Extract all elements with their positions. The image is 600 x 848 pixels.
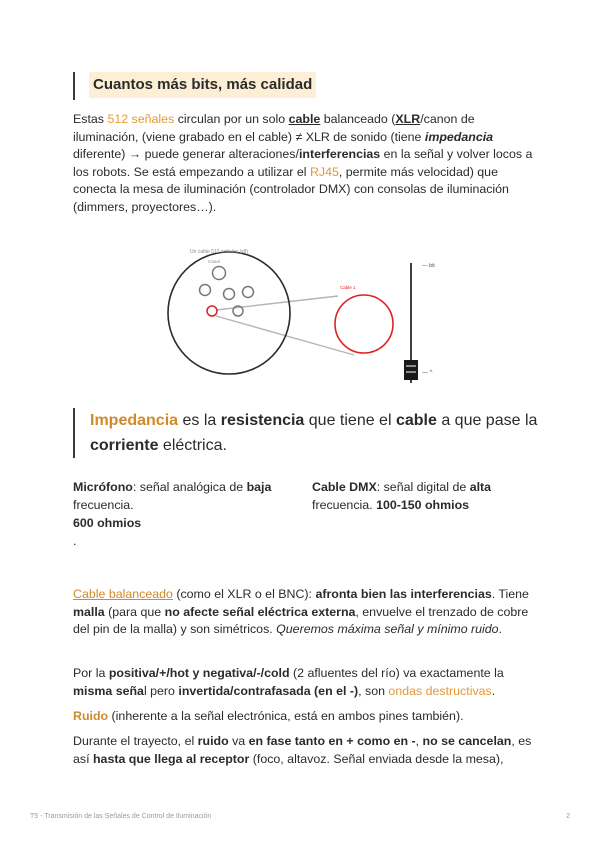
paragraph-trajectory xyxy=(73,733,533,768)
inner-label: Canal xyxy=(208,259,220,264)
term-baja: baja xyxy=(246,480,272,494)
term-receptor: hasta que llega al receptor xyxy=(92,751,250,766)
zoomed-channel-circle xyxy=(335,295,393,353)
term-polarity: positiva/+/hot y negativa/-/cold xyxy=(108,666,290,680)
term-afronta: afronta bien las interferencias xyxy=(315,587,492,601)
text: : señal analógica de xyxy=(132,480,247,494)
term-invertida: invertida/contrafasada (en el -) xyxy=(178,683,359,698)
text: va xyxy=(228,734,249,748)
term-cable: cable xyxy=(395,412,437,429)
text: que tiene el xyxy=(304,412,396,429)
text: (foco, altavoz. Señal enviada desde la mesa), xyxy=(249,751,504,766)
term-impedancia: impedancia xyxy=(424,129,494,144)
text: , es así xyxy=(73,734,532,766)
text: /canon de iluminación, (viene grabado en el cable) ≠ XLR de sonido (tiene xyxy=(73,112,475,144)
text: frecuencia. xyxy=(73,498,134,512)
highlight-512-signals: 512 señales xyxy=(107,112,175,126)
text: Durante el trayecto, el xyxy=(73,734,198,748)
term-malla: malla xyxy=(73,604,105,619)
cable-cross-section-circle xyxy=(168,252,290,374)
text: , xyxy=(415,734,423,748)
slider-handle xyxy=(404,360,418,380)
term-en-fase: en fase tanto en + como en - xyxy=(248,734,416,748)
term-microfono: Micrófono xyxy=(73,480,133,494)
text: . Tiene xyxy=(491,587,529,601)
paragraph-noise xyxy=(73,708,533,726)
selected-channel-circle xyxy=(207,306,217,316)
paragraph-cable-intro xyxy=(73,111,533,216)
text: frecuencia. xyxy=(312,498,377,512)
text: es la xyxy=(178,412,221,429)
text: (para que xyxy=(104,604,165,619)
microphone-ohms: 600 ohmios xyxy=(73,516,142,530)
microphone-column xyxy=(73,478,303,550)
text: Estas xyxy=(73,112,108,126)
slider-bottom-label: — ^ xyxy=(422,370,433,376)
text: , son xyxy=(358,683,389,698)
term-xlr: XLR xyxy=(395,112,421,126)
text: , permite más velocidad) que conecta la mesa de iluminación (controlador DMX) con consolas de iluminación (dimmers, proyectores…). xyxy=(73,164,509,214)
term-no-afecte: no afecte señal eléctrica externa xyxy=(164,604,356,619)
term-no-se-cancelan: no se cancelan xyxy=(422,734,512,748)
term-interferencias: interferencias xyxy=(298,147,381,161)
text: : señal digital de xyxy=(376,480,470,494)
paragraph-polarity xyxy=(73,665,533,700)
text: . xyxy=(491,683,496,698)
highlight-rj45: RJ45 xyxy=(309,164,339,179)
text: Por la xyxy=(73,666,109,680)
dmx-ohms: 100-150 ohmios xyxy=(376,498,470,512)
impedance-quote xyxy=(73,408,550,458)
text: balanceado ( xyxy=(320,112,396,126)
channel-circle xyxy=(243,287,254,298)
term-ruido: Ruido xyxy=(73,709,109,723)
term-corriente: corriente xyxy=(90,437,159,454)
term-cable-balanceado: Cable balanceado xyxy=(73,587,173,601)
term-alta: alta xyxy=(469,480,492,494)
text: diferente) → puede generar alteraciones/ xyxy=(73,147,299,161)
text: . xyxy=(498,622,503,636)
term-cable-dmx: Cable DMX xyxy=(312,480,377,494)
channel-circle xyxy=(224,289,235,300)
term-cable: cable xyxy=(288,112,321,126)
text: en la señal y volver locos a los robots. Se está empezando a utilizar el xyxy=(73,147,533,179)
section-heading xyxy=(73,72,316,100)
slider-top-label: — bit xyxy=(422,263,435,269)
cable-diagram xyxy=(160,244,450,404)
text: . xyxy=(73,534,77,548)
page-number: 2 xyxy=(566,813,570,820)
channel-circle xyxy=(200,285,211,296)
page-footer: T5 - Transmisión de las Señales de Control de Iluminación xyxy=(30,813,212,820)
term-ruido: ruido xyxy=(197,734,229,748)
highlight-ondas-destructivas: ondas destructivas xyxy=(388,683,492,698)
red-label: Cable 1 xyxy=(340,285,356,290)
text: , envuelve el trenzado de cobre del pin de la malla) y son simétricos. xyxy=(73,604,529,636)
text: (como el XLR o el BNC): xyxy=(172,587,316,601)
paragraph-balanced-cable xyxy=(73,586,533,639)
top-label: Un cable 512 señales (x8) xyxy=(190,249,249,255)
term-resistencia: resistencia xyxy=(220,412,305,429)
text: (2 afluentes del río) va exactamente la xyxy=(289,666,504,680)
section-heading-text: Cuantos más bits, más calidad xyxy=(89,72,316,98)
text: circulan por un solo xyxy=(174,112,289,126)
text: l pero xyxy=(143,683,179,698)
channel-circle xyxy=(213,267,226,280)
term-impedancia: Impedancia xyxy=(90,412,179,429)
text: (inherente a la señal electrónica, está en ambos pines también). xyxy=(108,709,464,723)
italic-note: Queremos máxima señal y mínimo ruido xyxy=(276,622,499,636)
term-misma-senal: misma seña xyxy=(73,683,144,698)
text: a que pase la xyxy=(436,412,538,429)
text: eléctrica. xyxy=(158,437,227,454)
dmx-column xyxy=(312,478,532,514)
